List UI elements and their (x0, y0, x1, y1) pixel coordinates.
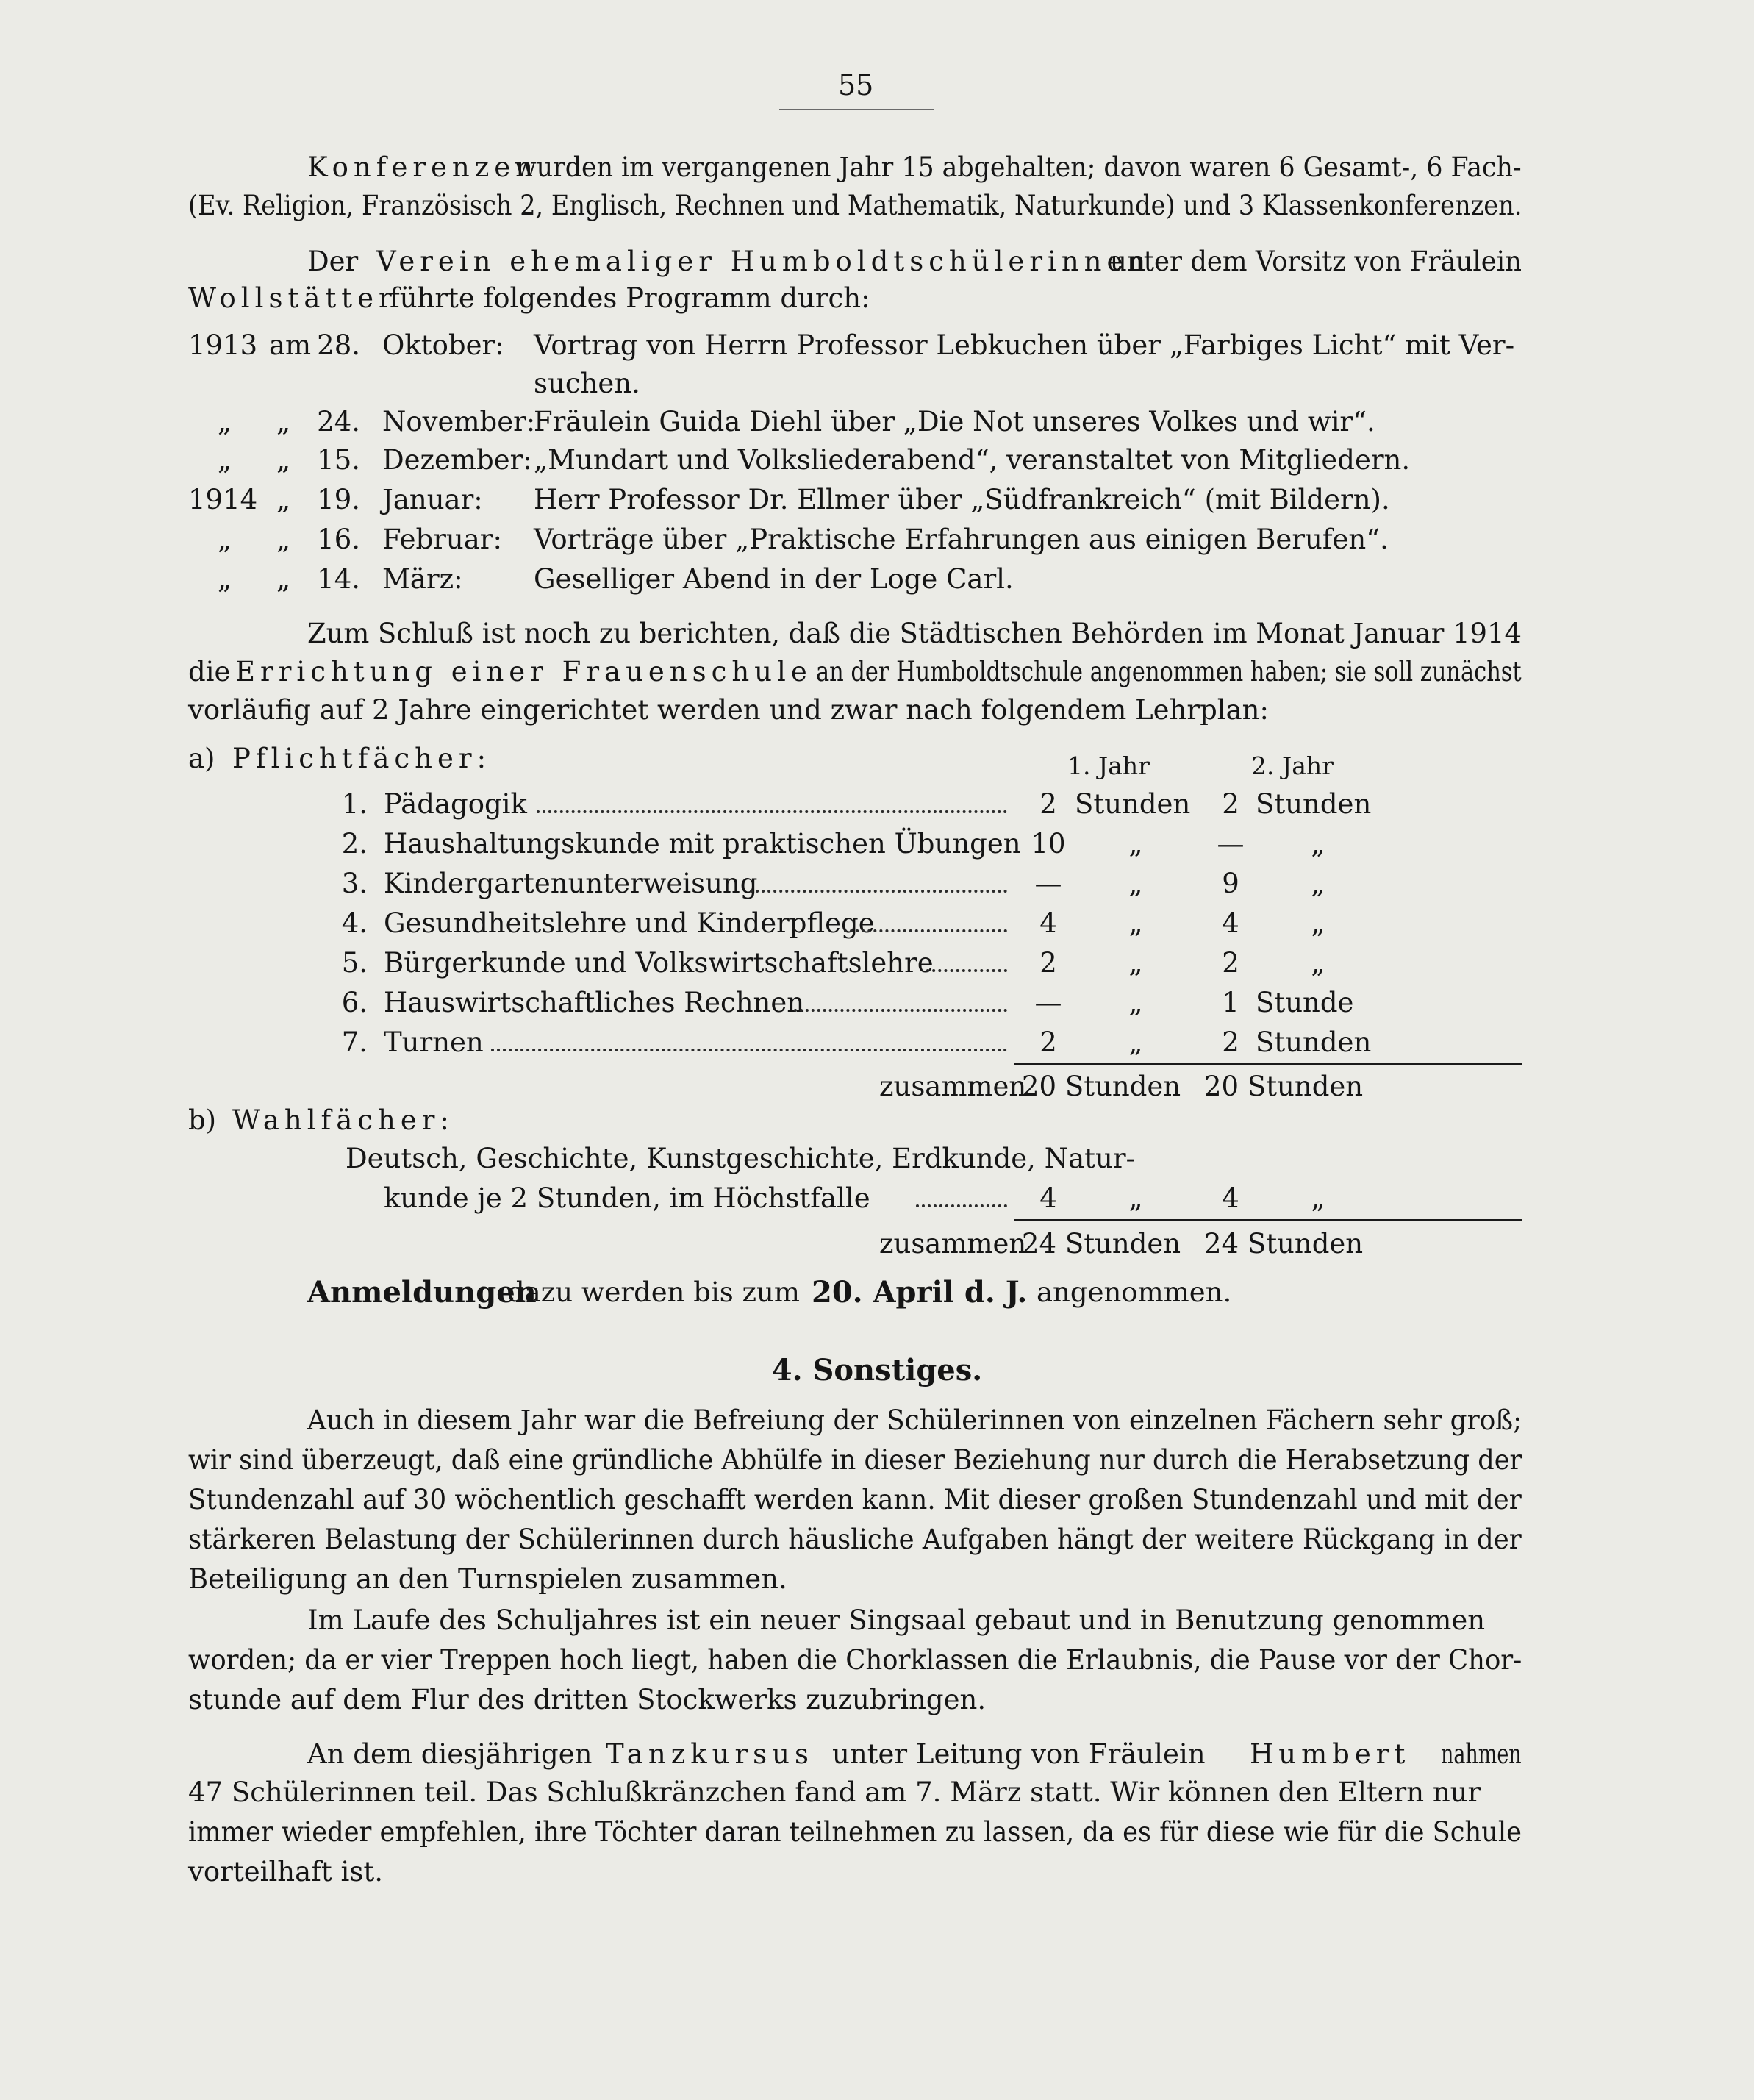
row-year-1-unit: „ (1128, 987, 1143, 1018)
row-year-2-unit: Stunden (1256, 1026, 1372, 1058)
row-subject: Haushaltungskunde mit praktischen Übungen (384, 828, 1021, 860)
tanz-line-4: vorteilhaft ist. (188, 1856, 383, 1888)
row-subject: Pädagogik (384, 788, 527, 820)
section-title: 4. Sonstiges. (771, 1353, 983, 1388)
pflicht-label: a) (188, 743, 215, 774)
row-year-1-unit: „ (1128, 947, 1143, 979)
schluss-line-2-end: an der Humboldtschule angenommen haben; sie soll zunächst (816, 656, 1522, 688)
row-year-1-hours: 10 (1031, 828, 1066, 860)
event-month: Januar: (382, 484, 483, 515)
row-subject: Gesundheitslehre und Kinderpflege (384, 907, 875, 939)
befreiung-line-4: stärkeren Belastung der Schülerinnen durch häusliche Aufgaben hängt der weitere Rückgang in der (188, 1524, 1522, 1555)
row-subject: Hauswirtschaftliches Rechnen (384, 987, 805, 1018)
row-year-2-hours: 2 (1222, 1026, 1239, 1058)
anmeldung-middle: dazu werden bis zum (507, 1276, 800, 1308)
leader-dots (844, 929, 1007, 934)
leader-dots (916, 1204, 1007, 1209)
sum-rule-a (1014, 1063, 1522, 1065)
event-text: Herr Professor Dr. Ellmer über „Südfrankreich“ (mit Bildern). (534, 484, 1390, 515)
event-day: 24. (317, 406, 360, 438)
row-year-2-unit: „ (1311, 907, 1325, 939)
event-year: 1914 (188, 484, 258, 515)
row-num: 7. (341, 1026, 368, 1058)
row-year-1-unit: Stunden (1075, 788, 1191, 820)
event-am: „ (276, 524, 291, 555)
tanz-line-2: 47 Schülerinnen teil. Das Schlußkränzchen fand am 7. März statt. Wir können den Eltern nur (188, 1776, 1481, 1808)
row-year-2-hours: — (1217, 828, 1245, 860)
event-year: „ (218, 444, 232, 476)
singsaal-line-1: Im Laufe des Schuljahres ist ein neuer Singsaal gebaut und in Benutzung genommen (307, 1604, 1486, 1636)
row-year-1-hours: 2 (1039, 788, 1057, 820)
leader-dots (794, 1009, 1007, 1013)
tanzkursus-word: Tanzkursus (606, 1738, 814, 1770)
tanz-line-1-c: unter Leitung von Fräulein (832, 1738, 1206, 1770)
wahl-year-2-unit: „ (1311, 1182, 1325, 1214)
befreiung-line-1: Auch in diesem Jahr war die Befreiung der Schülerinnen von einzelnen Fächern sehr groß; (307, 1404, 1522, 1436)
humbert-name: Humbert (1250, 1738, 1411, 1770)
row-year-2-unit: „ (1311, 868, 1325, 899)
sum-b-year-2: 24 Stunden (1204, 1228, 1364, 1260)
event-am: „ (276, 406, 291, 438)
page-number: 55 (838, 69, 874, 101)
tanz-line-3: immer wieder empfehlen, ihre Töchter daran teilnehmen zu lassen, da es für diese wie für die Schule (188, 1816, 1522, 1848)
event-text: Vorträge über „Praktische Erfahrungen aus einigen Berufen“. (534, 524, 1389, 555)
row-subject: Bürgerkunde und Volkswirtschaftslehre (384, 947, 934, 979)
event-day: 16. (317, 524, 360, 555)
befreiung-line-3: Stundenzahl auf 30 wöchentlich geschafft werden kann. Mit dieser großen Stundenzahl und mit der (188, 1484, 1522, 1515)
row-num: 4. (341, 907, 368, 939)
row-year-1-unit: „ (1128, 868, 1143, 899)
tanz-line-1-e: nahmen (1441, 1738, 1522, 1770)
row-year-1-hours: — (1034, 987, 1062, 1018)
row-year-2-unit: Stunde (1256, 987, 1354, 1018)
konferenzen-line-2: (Ev. Religion, Französisch 2, Englisch, Rechnen und Mathematik, Naturkunde) und 3 Klassenkonferenzen. (188, 190, 1522, 221)
schluss-line-1: Zum Schluß ist noch zu berichten, daß die Städtischen Behörden im Monat Januar 1914 (307, 618, 1522, 649)
sum-b-label: zusammen (879, 1228, 1027, 1260)
leader-dots (491, 1049, 1007, 1053)
sum-a-year-1: 20 Stunden (1022, 1071, 1181, 1102)
row-year-2-hours: 9 (1222, 868, 1239, 899)
row-subject: Kindergartenunterweisung (384, 868, 758, 899)
wahl-text-line-1: Deutsch, Geschichte, Kunstgeschichte, Erdkunde, Natur- (346, 1143, 1136, 1174)
event-month: März: (382, 563, 463, 595)
row-year-2-hours: 2 (1222, 788, 1239, 820)
row-num: 2. (341, 828, 368, 860)
event-text-continuation: suchen. (534, 368, 640, 399)
event-am: am (269, 329, 312, 361)
sum-rule-b (1014, 1219, 1522, 1221)
event-month: November: (382, 406, 536, 438)
konferenzen-line-1: wurden im vergangenen Jahr 15 abgehalten; davon waren 6 Gesamt-, 6 Fach- (515, 151, 1522, 183)
verein-line-2: führte folgendes Programm durch: (390, 282, 870, 314)
event-month: Dezember: (382, 444, 532, 476)
row-num: 5. (341, 947, 368, 979)
frauenschule-phrase: Errichtung einer Frauenschule (235, 656, 812, 688)
wollstaetter-name: Wollstätter (188, 282, 397, 314)
anmeldung-end: angenommen. (1037, 1276, 1232, 1308)
event-am: „ (276, 444, 291, 476)
event-year: „ (218, 563, 232, 595)
verein-line-1-end: unter dem Vorsitz von Fräulein (1110, 246, 1522, 277)
row-subject: Turnen (384, 1026, 484, 1058)
wahl-text-line-2: kunde je 2 Stunden, im Höchstfalle (384, 1182, 870, 1214)
leader-dots (537, 810, 1007, 815)
row-year-1-unit: „ (1128, 828, 1143, 860)
wahl-title: Wahlfächer: (232, 1104, 454, 1136)
anmeldung-bold-2: 20. April d. J. (812, 1275, 1028, 1310)
schluss-line-3: vorläufig auf 2 Jahre eingerichtet werden und zwar nach folgendem Lehrplan: (188, 694, 1269, 726)
verein-line-1-start: Der (307, 246, 359, 277)
wahl-year-1-unit: „ (1128, 1182, 1143, 1214)
row-year-1-hours: — (1034, 868, 1062, 899)
singsaal-line-2: worden; da er vier Treppen hoch liegt, haben die Chorklassen die Erlaubnis, die Pause vor der Chor- (188, 1644, 1522, 1676)
leader-dots (926, 969, 1007, 974)
event-day: 14. (317, 563, 360, 595)
row-year-2-hours: 1 (1222, 987, 1239, 1018)
event-text: Geselliger Abend in der Loge Carl. (534, 563, 1014, 595)
row-year-1-unit: „ (1128, 907, 1143, 939)
event-month: Februar: (382, 524, 502, 555)
event-year: 1913 (188, 329, 258, 361)
befreiung-line-2: wir sind überzeugt, daß eine gründliche Abhülfe in dieser Beziehung nur durch die Herabsetzung der (188, 1444, 1522, 1476)
row-year-2-unit: „ (1311, 947, 1325, 979)
wahl-year-2-hours: 4 (1222, 1182, 1239, 1214)
event-year: „ (218, 406, 232, 438)
event-am: „ (276, 563, 291, 595)
row-year-2-unit: „ (1311, 828, 1325, 860)
row-num: 3. (341, 868, 368, 899)
konferenzen-keyword: Konferenzen (307, 151, 538, 183)
befreiung-line-5: Beteiligung an den Turnspielen zusammen. (188, 1563, 787, 1595)
row-num: 6. (341, 987, 368, 1018)
row-year-1-hours: 2 (1039, 947, 1057, 979)
schluss-line-2-start: die (188, 656, 231, 688)
event-day: 28. (317, 329, 360, 361)
event-text: „Mundart und Volksliederabend“, veranstaltet von Mitgliedern. (534, 444, 1411, 476)
wahl-year-1-hours: 4 (1039, 1182, 1057, 1214)
leader-dots (750, 890, 1007, 894)
anmeldung-bold-1: Anmeldungen (307, 1275, 537, 1310)
event-day: 19. (317, 484, 360, 515)
pflicht-title: Pflichtfächer: (232, 743, 492, 774)
row-year-1-unit: „ (1128, 1026, 1143, 1058)
row-year-2-hours: 4 (1222, 907, 1239, 939)
wahl-label: b) (188, 1104, 217, 1136)
singsaal-line-3: stunde auf dem Flur des dritten Stockwerks zuzubringen. (188, 1684, 987, 1715)
event-am: „ (276, 484, 291, 515)
row-year-1-hours: 4 (1039, 907, 1057, 939)
sum-a-label: zusammen (879, 1071, 1027, 1102)
row-year-1-hours: 2 (1039, 1026, 1057, 1058)
col-header-year-2: 2. Jahr (1251, 751, 1334, 780)
row-year-2-hours: 2 (1222, 947, 1239, 979)
row-year-2-unit: Stunden (1256, 788, 1372, 820)
verein-name: Verein ehemaliger Humboldtschülerinnen (376, 246, 1151, 277)
row-num: 1. (341, 788, 368, 820)
event-year: „ (218, 524, 232, 555)
event-month: Oktober: (382, 329, 504, 361)
col-header-year-1: 1. Jahr (1067, 751, 1150, 780)
tanz-line-1-a: An dem diesjährigen (307, 1738, 593, 1770)
event-day: 15. (317, 444, 360, 476)
sum-b-year-1: 24 Stunden (1022, 1228, 1181, 1260)
page-number-rule (779, 109, 934, 110)
event-text: Fräulein Guida Diehl über „Die Not unseres Volkes und wir“. (534, 406, 1375, 438)
sum-a-year-2: 20 Stunden (1204, 1071, 1364, 1102)
event-text: Vortrag von Herrn Professor Lebkuchen über „Farbiges Licht“ mit Ver- (534, 329, 1515, 361)
